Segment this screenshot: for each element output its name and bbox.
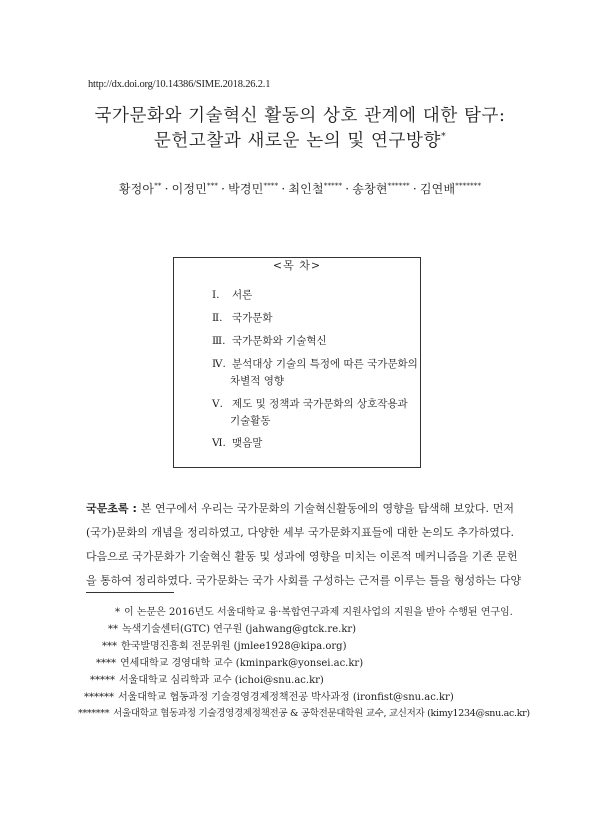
abstract-label: 국문초록 : xyxy=(86,502,137,515)
footnote xyxy=(96,654,363,669)
toc-item-number: Ⅳ. xyxy=(212,358,226,370)
author-name: 박경민 xyxy=(228,182,264,196)
author-mark: ****** xyxy=(387,182,410,190)
footnote-mark: ******* xyxy=(78,708,110,719)
title-line-2 xyxy=(40,129,560,154)
footnote-mark: ***** xyxy=(90,675,115,686)
toc-item[interactable] xyxy=(212,287,252,302)
author xyxy=(228,182,278,196)
footnote-text: 연세대학교 경영대학 교수 (kminpark@yonsei.ac.kr) xyxy=(120,658,364,669)
footnote xyxy=(108,620,356,635)
toc-item[interactable] xyxy=(212,435,262,450)
footnote-text: 이 논문은 2016년도 서울대학교 융·복합연구과제 지원사업의 지원을 받아 수행된 연구임. xyxy=(124,607,513,618)
author-mark: ******* xyxy=(455,182,482,190)
footnote xyxy=(90,671,324,686)
abstract-line: 을 통하여 정리하였다. 국가문화는 국가 사회를 구성하는 근저를 이루는 틀을 형성하는 다양 xyxy=(86,574,522,587)
abstract-line: (국가)문화의 개념을 정리하였고, 다양한 세부 국가문화지표들에 대한 논의도 추가하였다. xyxy=(86,526,514,539)
footnote-text: 녹색기술센터(GTC) 연구원 (jahwang@gtck.re.kr) xyxy=(122,624,357,635)
author-name: 이정민 xyxy=(171,182,208,196)
toc-item-number: Ⅴ. xyxy=(212,398,223,410)
author xyxy=(288,182,342,196)
footnote-mark: *** xyxy=(102,641,117,652)
toc-item-continuation: 기술활동 xyxy=(230,415,271,427)
toc-item-number: Ⅰ. xyxy=(212,289,220,301)
footnote xyxy=(115,603,513,618)
author-separator: · xyxy=(412,182,417,196)
author-mark: ***** xyxy=(323,182,343,190)
doi-link[interactable]: http://dx.doi.org/10.14386/SIME.2018.26.2.1 xyxy=(88,79,271,90)
author-list xyxy=(40,180,560,197)
author xyxy=(119,182,162,196)
toc-item-continuation: 차별적 영향 xyxy=(230,375,285,387)
toc-heading-text: <목 차> xyxy=(267,259,327,272)
author-mark: **** xyxy=(263,182,279,190)
korean-abstract xyxy=(86,497,522,593)
author-name: 황정아 xyxy=(118,182,155,196)
abstract-line-text: 본 연구에서 우리는 국가문화의 기술혁신활동에의 영향을 탐색해 보았다. 먼저 xyxy=(140,502,515,515)
footnote xyxy=(78,705,530,719)
toc-item-number: Ⅱ. xyxy=(212,312,223,324)
author-separator: · xyxy=(221,182,226,196)
toc-item-text: 국가문화 xyxy=(232,312,273,324)
title-line-1: 국가문화와 기술혁신 활동의 상호 관계에 대한 탐구: xyxy=(94,106,506,126)
footnote xyxy=(102,637,347,652)
toc-item-text: 맺음말 xyxy=(232,437,263,449)
author-separator: · xyxy=(345,182,350,196)
toc-item[interactable] xyxy=(212,333,327,348)
title-line-2-text: 문헌고찰과 새로운 논의 및 연구방향 xyxy=(153,131,442,151)
author xyxy=(352,182,410,196)
author-mark: *** xyxy=(207,182,219,190)
toc-item-number: Ⅲ. xyxy=(212,335,226,347)
toc-item-text: 제도 및 정책과 국가문화의 상호작용과 xyxy=(232,398,408,410)
footnote-mark: **** xyxy=(96,658,116,669)
abstract-line: 다음으로 국가문화가 기술혁신 활동 및 성과에 영향을 미치는 이론적 메커니즘을 기존 문헌 xyxy=(86,550,518,563)
footnote-mark: * xyxy=(115,607,120,618)
author-separator: · xyxy=(164,182,169,196)
toc-item[interactable] xyxy=(212,310,273,325)
footnote xyxy=(84,688,454,703)
toc-item-text: 서론 xyxy=(232,289,253,301)
author xyxy=(172,182,219,196)
toc-item-text: 분석대상 기술의 특정에 따른 국가문화의 xyxy=(232,358,418,370)
table-of-contents xyxy=(173,257,421,468)
footnote-text: 서울대학교 심리학과 교수 (ichoi@snu.ac.kr) xyxy=(119,675,324,686)
author-name: 김연배 xyxy=(419,182,456,196)
paper-title xyxy=(40,104,560,154)
author-separator: · xyxy=(281,182,286,196)
author-mark: ** xyxy=(154,182,162,190)
title-footnote-mark: * xyxy=(441,132,447,143)
author-name: 최인철 xyxy=(288,182,324,196)
toc-item[interactable] xyxy=(212,396,408,411)
abstract-line xyxy=(86,497,514,521)
author xyxy=(420,182,481,196)
toc-item-text: 국가문화와 기술혁신 xyxy=(232,335,327,347)
footnote-mark: ** xyxy=(108,624,118,635)
footnote-text: 서울대학교 협동과정 기술경영경제정책전공 박사과정 (ironfist@snu.ac.kr) xyxy=(118,692,454,703)
toc-item[interactable] xyxy=(212,356,418,371)
toc-item-number: Ⅵ. xyxy=(212,437,226,449)
footnote-mark: ****** xyxy=(84,692,114,703)
footnote-text: 한국발명진흥회 전문위원 (jmlee1928@kipa.org) xyxy=(121,641,347,652)
toc-heading xyxy=(174,257,420,273)
footnote-divider xyxy=(86,592,174,593)
footnote-text: 서울대학교 협동과정 기술경영경제정책전공 & 공학전문대학원 교수, 교신저자 (kimy1234@snu.ac.kr) xyxy=(113,708,530,719)
author-name: 송창현 xyxy=(352,182,388,196)
